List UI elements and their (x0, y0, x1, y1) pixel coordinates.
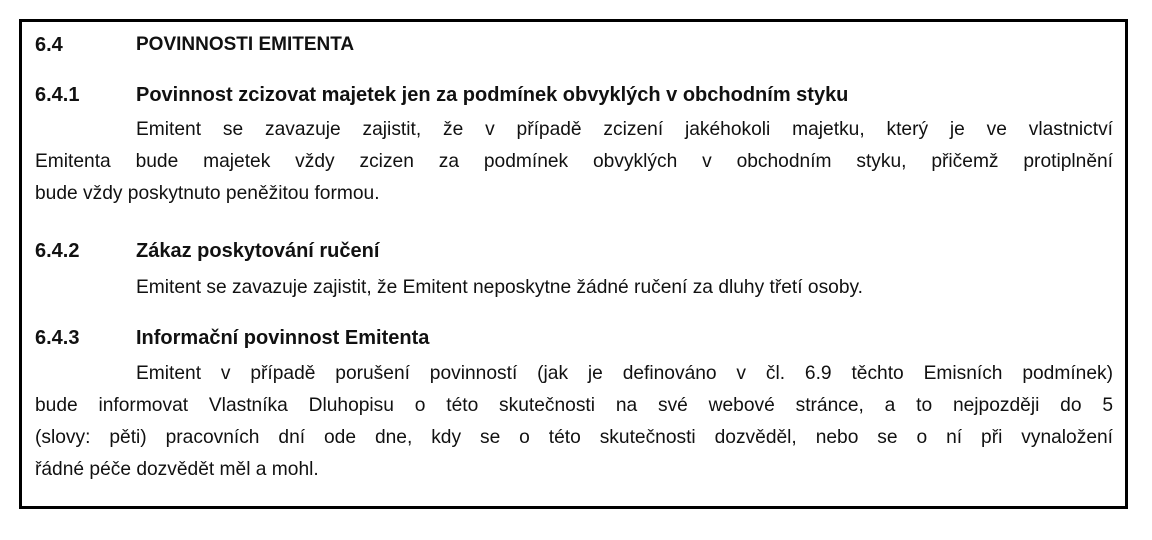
subsection-title: Povinnost zcizovat majetek jen za podmínek obvyklých v obchodním styku (136, 84, 849, 106)
paragraph-line: Emitenta bude majetek vždy zcizen za podmínek obvyklých v obchodním styku, přičemž protiplnění (35, 151, 1113, 172)
paragraph-line: Emitent v případě porušení povinností (jak je definováno v čl. 6.9 těchto Emisních podmínek) (136, 363, 1113, 384)
paragraph-line: bude informovat Vlastníka Dluhopisu o této skutečnosti na své webové stránce, a to nejpozději do 5 (35, 395, 1113, 416)
subsection-number: 6.4.3 (35, 327, 80, 349)
section-title: POVINNOSTI EMITENTA (136, 34, 355, 55)
paragraph-6-4-2: Emitent se zavazuje zajistit, že Emitent neposkytne žádné ručení za dluhy třetí osoby. (136, 277, 864, 298)
paragraph-line: Emitent se zavazuje zajistit, že v případě zcizení jakéhokoli majetku, který je ve vlastnictví (136, 119, 1113, 140)
paragraph-line: (slovy: pěti) pracovních dní ode dne, kdy se o této skutečnosti dozvěděl, nebo se o ní při vynaložení (35, 427, 1113, 448)
subsection-number: 6.4.2 (35, 240, 80, 262)
paragraph-line: řádné péče dozvědět měl a mohl. (35, 459, 319, 480)
subsection-title: Informační povinnost Emitenta (136, 327, 430, 349)
subsection-title: Zákaz poskytování ručení (136, 240, 380, 262)
document-frame (19, 19, 1128, 509)
paragraph-6-4-3 (35, 358, 1113, 486)
paragraph-6-4-1 (35, 114, 1113, 210)
paragraph-line: bude vždy poskytnuto peněžitou formou. (35, 183, 380, 204)
section-number: 6.4 (35, 34, 63, 56)
subsection-number: 6.4.1 (35, 84, 80, 106)
